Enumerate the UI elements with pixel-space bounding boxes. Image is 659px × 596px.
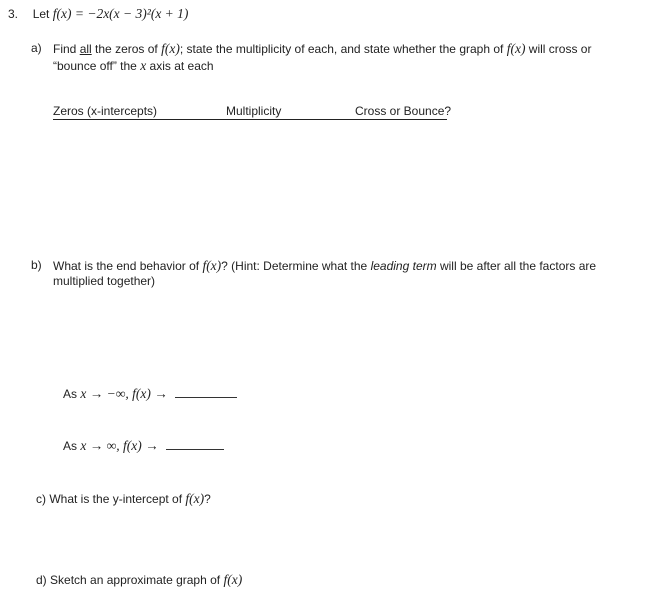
part-d (36, 572, 242, 588)
part-c (36, 491, 211, 507)
part-a-text: axis at each (149, 59, 214, 73)
part-c-text: ? (204, 492, 211, 506)
part-b-text: ? (Hint: Determine what the (221, 259, 368, 273)
limit-expression: x → ∞, f(x) → (80, 438, 159, 453)
part-a-label: a) (31, 41, 42, 55)
part-b-line1 (53, 258, 596, 274)
part-a-line2 (53, 58, 214, 74)
part-a-line1 (53, 41, 591, 57)
header-zeros: Zeros (x-intercepts) (53, 104, 158, 118)
header-cross-bounce: Cross or Bounce? (355, 104, 452, 118)
leading-term-emphasis: leading term (370, 259, 437, 273)
function-definition: f(x) = −2x(x − 3)²(x + 1) (52, 6, 189, 21)
part-b-label: b) (31, 258, 42, 272)
math-fx: f(x) (506, 41, 526, 56)
answer-blank[interactable] (166, 448, 224, 450)
limit-text: As (63, 439, 78, 453)
header-multiplicity: Multiplicity (226, 104, 282, 118)
math-fx: f(x) (185, 491, 205, 506)
part-b-text: will be after all the factors are (439, 259, 597, 273)
part-d-label: d) (36, 573, 47, 587)
limit-neg-infinity (63, 386, 237, 402)
part-c-text: What is the y-intercept of (49, 492, 183, 506)
part-a-text: “bounce off” the (53, 59, 137, 73)
answer-blank[interactable] (175, 396, 237, 398)
limit-pos-infinity (63, 438, 224, 454)
math-fx: f(x) (202, 258, 222, 273)
problem-header (8, 6, 188, 22)
limit-expression: x → −∞, f(x) → (80, 386, 168, 401)
part-b-text: What is the end behavior of (53, 259, 200, 273)
problem-number: 3. (8, 7, 19, 21)
math-fx: f(x) (223, 572, 243, 587)
part-c-label: c) (36, 492, 46, 506)
part-a-all-underlined: all (79, 42, 92, 56)
problem-intro: Let (32, 7, 50, 21)
math-fx: f(x) (161, 41, 180, 56)
part-b-line2: multiplied together) (53, 274, 156, 288)
math-x: x (140, 58, 147, 73)
part-a-text: Find (53, 42, 77, 56)
limit-text: As (63, 387, 78, 401)
part-a-text: ; state the multiplicity of each, and state whether the graph of (179, 42, 504, 56)
part-a-text: will cross or (528, 42, 592, 56)
part-a-text: the zeros of (95, 42, 158, 56)
table-header-row (53, 104, 452, 120)
part-d-text: Sketch an approximate graph of (50, 573, 221, 587)
